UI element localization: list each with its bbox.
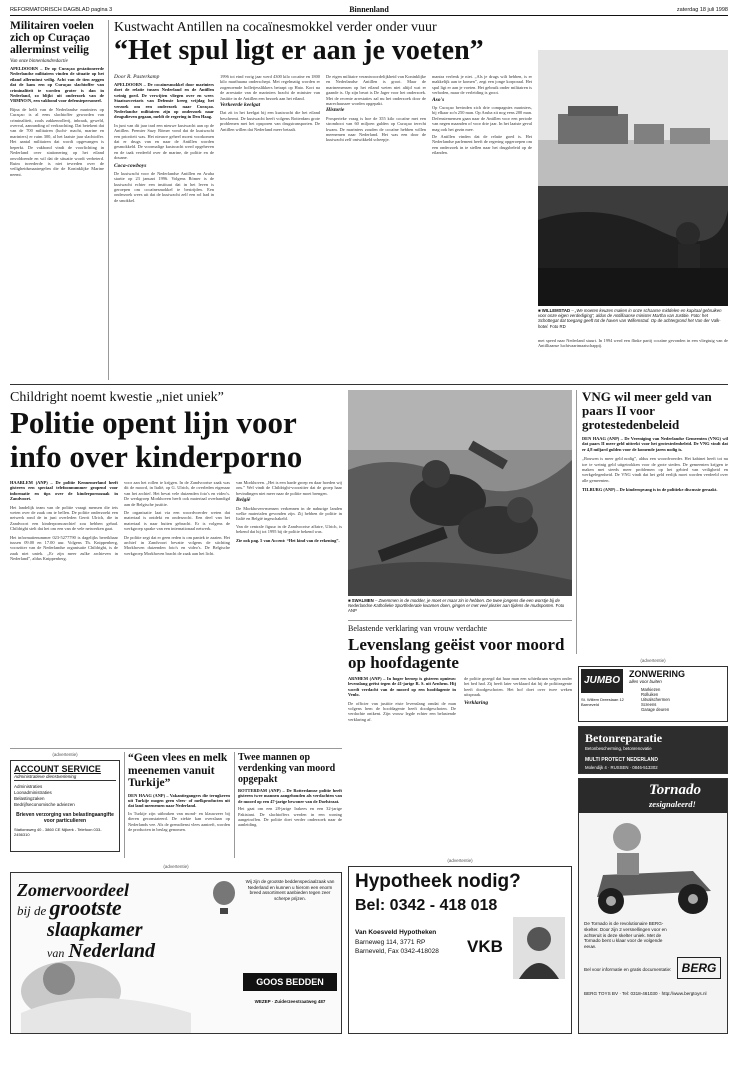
kustwacht-body7: mantra verlenk je niet. „Als je drugs wilt hebben, is er makkelijk aan te komen”, zegt een jonge korporaal. Het spul ligt er aan je voeten. Het gebruik onder militairen is verboden, maar de verleiding is groot. bbox=[432, 74, 532, 96]
vkb-logo: VKB bbox=[467, 937, 503, 956]
beton-subtitle: Betonbescherming, betonrenovatie bbox=[585, 746, 652, 751]
zonwering-item: Markiezen bbox=[641, 687, 661, 692]
brief-title: Militairen voelen zich op Curaçao allerminst veilig bbox=[10, 20, 94, 56]
account-item: Loonadministraties bbox=[14, 790, 52, 795]
account-footer: Brieven verzorging van belastingaangifte voor particulieren bbox=[16, 812, 114, 824]
porn-see-also: Zie ook pag. 5 van Accent: “Het kind van de rekening”. bbox=[236, 537, 340, 543]
beton-address: Molendijk 4 · RUSSEN · 0846-513302 bbox=[585, 765, 658, 770]
turkey-headline: “Geen vlees en melk meenemen vanuit Turkije” bbox=[128, 752, 228, 789]
porn-body8: Van de centrale figuur in de Zandvoortse affaire, Ulrich, is bekend dat hij tot 1995 bij de politie bekend was. bbox=[236, 523, 342, 535]
advisor-portrait bbox=[513, 917, 565, 979]
porn-col-3 bbox=[236, 480, 342, 744]
ad-tag-service: (advertentie) bbox=[52, 752, 78, 757]
newspaper-page bbox=[10, 6, 728, 1058]
goos-address: WEZEP · Zuiderzeestraatweg 487 bbox=[254, 999, 326, 1004]
kustwacht-sub1: Coca-cowboys bbox=[114, 162, 147, 169]
willemstad-caption: ■ WILLEMSTAD – „We moeten keuzes maken in onze schaarse middelen en kapitaal gebruiken voor onze eigen verdediging”, aldus de Antilliaanse minister Martha van Justitie. Foto: het Schottegat dat toegang geeft tot de haven van Willemstad. Op de achtergrond het Van der Valk-hotel. Foto RD bbox=[538, 308, 722, 329]
turkey-story bbox=[128, 752, 230, 858]
porn-body2: Het informatienummer 023-5277790 is dagelijks bereikbaar tussen 09.00 en 17.00 uur. Volgens Th. Knippenberg, voorzitter van de Nederlandse organisatie Childright, is de zaak niet uniek. „Er zijn meer zulke archieven in Nederland”, aldus Knippenberg. bbox=[10, 534, 118, 562]
porn-sub1: België bbox=[236, 497, 251, 504]
vng-story bbox=[582, 390, 728, 652]
kustwacht-body9: De Antillen vinden dat de relatie goed is. Het Nederlandse parlement heeft de regering opgeroepen om een onderzoek in te stellen naar het drugsbeleid op de eilanden. bbox=[432, 134, 532, 156]
porn-body4: voor aan het rollen te krijgen. In de Zandvoortse zaak was dit de moord, in Italië, op G. Ulrich, de overleden eigenaar van het archief. Het bevat vele duizenden foto's en video's. De werkgroep Morkhoven heeft ook materiaal overhandigd aan de Belgische justitie. bbox=[124, 480, 230, 507]
willemstad-credit: Foto RD bbox=[549, 323, 566, 329]
zomer-title-block bbox=[17, 881, 217, 963]
zomer-title-4: slaapkamer bbox=[47, 919, 143, 941]
vng-headline: VNG wil meer geld van paars II voor grotestedenbeleid bbox=[582, 390, 712, 432]
tornado-subtitle: zesignaleerd! bbox=[649, 799, 696, 809]
kustwacht-body10: met speed naar Nederland stuurt. In 1994 werd een flinke partij cocaïne gevonden in een vliegtuig van de Antilliaanse luchtvaartmaatschappij. bbox=[538, 338, 728, 349]
vng-sub: TILBURG (ANP) – De kinderopvang is in de politieke discussie geraakt. bbox=[582, 487, 718, 493]
zomer-title-line bbox=[17, 895, 217, 920]
venlo-body2: de politie gezegd dat haar man een schietkraan wegen onder het bed had. Zij heeft later verklaard dat hij de politieagente heeft doodgeschoten. Het hof doet over twee weken uitspraak. bbox=[464, 676, 572, 698]
venlo-col-2 bbox=[464, 676, 572, 852]
hypotheek-ad[interactable] bbox=[348, 866, 572, 1034]
jumbo-logo: JUMBO bbox=[581, 669, 623, 693]
swalmen-photo bbox=[348, 390, 572, 596]
account-item: Bedrijfseconomische adviezen bbox=[14, 802, 75, 807]
ad-tag-hypotheek: (advertentie) bbox=[447, 858, 473, 863]
kustwacht-body3: 1996 tot eind vorig jaar werd 4300 kilo cocaïne en 1800 kilo marihuana onderschept. Met regelmatig worden er zogenoemde bolletjesslikkers betrapt op Hato. Kort na de arrestatie van de mariniers bracht de minister van Justitie in de Antillen een bezoek aan het eiland. bbox=[220, 74, 320, 101]
section-title: Binnenland bbox=[349, 6, 389, 14]
zonwering-items bbox=[641, 687, 670, 712]
beton-title: Betonreparatie bbox=[585, 731, 663, 745]
kustwacht-body5: De eigen militaire verantwoordelijkheid van Koninklijke en Nederlandse Antillen is groot. Maar de marinemensen op het eiland weten niet altijd wat er gaande is. Op zijn beurt is De Jager voor het onderzoek. Met de recente arrestaties zal nu het onderzoek door de marechaussee worden opgepakt. bbox=[326, 74, 426, 107]
porn-kicker: Childright noemt kwestie „niet uniek” bbox=[10, 390, 224, 405]
berg-logo: BERG bbox=[677, 957, 721, 979]
zonwering-subtitle: alles voor buiten bbox=[629, 679, 662, 684]
tornado-text2: Bel voor informatie en gratis documentatie: bbox=[584, 967, 672, 972]
kustwacht-col-4 bbox=[432, 74, 532, 380]
venlo-kicker: Belastende verklaring van vrouw verdachte bbox=[348, 624, 488, 633]
kustwacht-col-3 bbox=[326, 74, 426, 380]
hypotheek-phone: Bel: 0342 - 418 018 bbox=[355, 897, 498, 914]
porn-lead: HAARLEM (ANP) – De politie Kennemerland heeft gisteren een speciaal telefoonnummer geopend voor informatie en tips over de kinderpornozaak in Zandvoort. bbox=[10, 480, 118, 502]
porn-headline: Politie opent lijn voor info over kinderporno bbox=[10, 406, 303, 474]
kustwacht-lead: APELDOORN – De cocaïnesmokkel door mariniers doet de relatie tussen Nederland en de Antillen weinig goed. De verwijten vliegen over en weer. Staatssecretaris van Defensie kreeg vrijdag het verzoek om een onderzoek naar Curaçao. Nederlandse militairen zijn op onderzoek naar drugsdieven gegaan, meldt de regering in Den Haag. bbox=[114, 82, 214, 120]
porn-col-2 bbox=[124, 480, 230, 744]
porn-body7: De Morkhoven-mensen verkennen in de naburige landen welke materialen gevonden zijn. Zij hebben de politie in Italië en België ingeschakeld. bbox=[236, 505, 342, 522]
ad-tag-right: (advertentie) bbox=[640, 658, 666, 663]
kustwacht-headline: “Het spul ligt er aan je voeten” bbox=[114, 36, 484, 66]
hypotheek-addr2: Barneveld, Fax 0342-418028 bbox=[355, 948, 439, 955]
zomer-title-6: Nederland bbox=[68, 940, 155, 962]
beton-company: MULTI PROTECT NEDERLAND bbox=[585, 757, 658, 763]
turkey-lead: DEN HAAG (ANP) – Vakantiegangers die terugkeren uit Turkije mogen geen vlees- of melkproducten uit dat land meenemen naar Nederland. bbox=[128, 792, 230, 809]
tornado-text1: De Tornado is de revolutionaire BERG-skelter. Door zijn 2 versnellingen voor en achteruit is deze skelter uniek. Met de Tornado bent u klaar voor de volgende eeuw. bbox=[584, 921, 667, 950]
willemstad-caption-lead: WILLEMSTAD bbox=[541, 308, 571, 313]
venlo-sub: Verklaring bbox=[464, 699, 489, 706]
vng-body: „Bouwen is meer geld nodig”, aldus een woordvoerder. Het kabinet heeft tot nu toe te weinig geld uitgetrokken voor de grote steden. De gemeenten krijgen te maken met steeds meer problemen op het gebied van veiligheid en werkgelegenheid. De VNG vindt dat het geld eerlijk moet worden verdeeld over alle gemeenten. bbox=[582, 456, 728, 483]
curacao-brief bbox=[10, 20, 104, 380]
page-header bbox=[10, 6, 728, 16]
kustwacht-sub2: Verkeerde keelgat bbox=[220, 102, 261, 109]
kustwacht-body4: Dat zit in het keelgat bij een kustwacht die het eiland beschermt. De kustwacht heeft volgens Rotterdam grote problemen met het opsporen van drugstransporten. De Antillen willen dat Nederland meer betaalt. bbox=[220, 110, 320, 132]
venlo-body1: De officier van justitie eiste levenslang omdat de man volgens hem de hoofdagente heeft doodgeschoten. De verdachte ontkent. Zijn vrouw legde echter een belastende verklaring af. bbox=[348, 700, 456, 722]
zomer-title-3: grootste bbox=[49, 895, 122, 920]
mud-image bbox=[348, 390, 572, 596]
kustwacht-body6: Prosperieke vraag is hoe de 355 kilo cocaïne met een stromboot van 60 miljoen gulden op Curaçao terecht kwam. De mariniers zouden de cocaïne hebben willen meenemen naar Nederland. Het was een door de kustwacht zelf ontwikkeld scheepje. bbox=[326, 115, 426, 143]
gokart-image bbox=[583, 815, 723, 919]
harbour-image bbox=[538, 50, 728, 306]
turkey-body: In Turkije zijn uitbraken van mond- en klauwzeer bij dieren geconstateerd. De ziekte kan overslaan op Nederlands vee. Als de grensdienst vlees aantreft, worden de producten in beslag genomen. bbox=[128, 810, 230, 832]
venlo-col-1 bbox=[348, 676, 456, 852]
account-title: ACCOUNT SERVICE bbox=[14, 764, 101, 774]
balloon-icon bbox=[211, 881, 237, 915]
tornado-ad[interactable] bbox=[578, 778, 728, 1034]
account-service-ad[interactable] bbox=[10, 760, 120, 852]
zomer-side-text: Wij zijn de grootste beddenspeciaalzaak van Nederland en kunnen u hierom een enorm breed assortiment aanbieden tegen zeer scherpe prijzen. bbox=[245, 879, 335, 901]
hypotheek-addr1: Barneweg 114, 3771 RP bbox=[355, 939, 426, 946]
kustwacht-byline: Door R. Pasterkamp bbox=[114, 74, 160, 80]
account-subtitle: Administratieve dienstverlening bbox=[14, 774, 116, 781]
porn-col-1 bbox=[10, 480, 118, 660]
goos-logo: GOOS BEDDEN bbox=[243, 973, 337, 991]
willemstad-caption-text: – „We moeten keuzes maken in onze schaarse middelen en kapitaal gebruiken voor onze eigen verdediging”, aldus de Antilliaanse minister Martha van Justitie. Foto: het Schottegat dat toegang geeft tot de haven van Willemstad. Op de achtergrond het Van der Valk-hotel. bbox=[538, 308, 722, 329]
zonwering-item: Garage deuren bbox=[641, 707, 670, 712]
swalmen-caption-text: – Zwemmen in de modder, je moet er maar zin in hebben. De twee jongens die een worstje bij de Nederlandse Katholieke Sportfederatie kwamen doen, gingen er met veel plezier aan tijdens de mudsporten. bbox=[348, 598, 560, 609]
kustwacht-sub4: Aso's bbox=[432, 96, 445, 103]
brief-lead: APELDOORN – De op Curaçao gestationeerde Nederlandse militairen vinden de situatie op het eiland allerminst veilig. Acht van de tien zeggen dat de kans een op Curaçao slachtoffer van criminaliteit te worden groter is dan in Nederland, zo blijkt uit onderzoek van de VBMNO/N, een vakbond voor defensiepersoneel. bbox=[10, 66, 104, 104]
brief-kicker: Van onze binnenlandredactie bbox=[10, 59, 68, 64]
header-date: zaterdag 18 juli 1998 bbox=[676, 7, 728, 13]
kustwacht-sub3: Historie bbox=[326, 107, 345, 114]
account-item: Belastingzaken bbox=[14, 796, 45, 801]
account-item: Administraties bbox=[14, 784, 43, 789]
kustwacht-kicker: Kustwacht Antillen na cocaïnesmokkel verder onder vuur bbox=[114, 20, 437, 35]
account-address: Stationsweg 40 - 3860 CE Nijkerk - Telefoon 033-2456310 bbox=[14, 827, 102, 837]
twee-body: Het gaat om een 28-jarige Irakees en een 32-jarige Pakistani. De slachtoffers werden in een woning aangetroffen. De politie doet verder onderzoek naar de aanleiding. bbox=[238, 806, 342, 828]
zomervoordeel-ad[interactable] bbox=[10, 872, 342, 1034]
vng-lead: DEN HAAG (ANP) – De Vereniging van Nederlandse Gemeenten (VNG) wil dat paars II meer geld uittrekt voor het grotestedenbeleid. De VNG vindt dat er 4,8 miljard gulden voor de komende jaren nodig is. bbox=[582, 436, 728, 452]
kustwacht-col-2 bbox=[220, 74, 320, 380]
swalmen-credit: Foto ANP bbox=[348, 603, 565, 614]
zomer-title-2: bij de bbox=[17, 903, 47, 918]
kustwacht-col-5 bbox=[538, 338, 728, 380]
porn-body3: De politie zegt dat er geen reden is om paniek te zaaien. Het archief in Zandvoort bevatte volgens de stichting Morkhoven duizenden foto's en video's. De Belgische werkgroep Morkhoven bracht de zaak aan het licht. bbox=[124, 534, 230, 556]
venlo-lead: ARNHEM (ANP) – In hoger beroep is gisteren opnieuw levenslang geëist tegen de 41-jarige R. S. uit Arnhem. Hij wordt verdacht van de moord op een hoofdagente in Venlo. bbox=[348, 676, 456, 698]
porn-body5: De organisatie laat via een woordvoerder weten dat materiaal is ontdekt en onderzocht. Een deel van het materiaal is naar buiten gebracht. Er is volgens de werkgroep sprake van een internationaal netwerk. bbox=[124, 510, 230, 532]
zonwering-title: ZONWERING bbox=[629, 669, 685, 679]
beton-ad[interactable] bbox=[578, 726, 728, 774]
twee-headline: Twee mannen op verdenking van moord opgepakt bbox=[238, 752, 336, 785]
hypotheek-company: Van Koesveld Hypotheken bbox=[355, 929, 437, 936]
tornado-contact: BERG TOYS BV · Tel: 0318-461030 · http://www.bergtoys.nl bbox=[584, 991, 707, 996]
zonwering-ad[interactable] bbox=[578, 666, 728, 722]
porn-body6: van Morkhoven. „Het is een harde groep en daar hoeden wij ons.” Wel vindt de Childright-voorzitter dat de groep haar bevindingen niet meer naar de politie moet brengen. bbox=[236, 480, 342, 496]
kustwacht-body1: In juni van dit jaar trad een nieuwe kustwacht aan op de Antillen. Premier Suzy Römer vond dat de kustwacht een prioriteit was. Het nieuwe geheel moest voorkomen dat er drugs van en naar de Antillen worden gesmokkeld. De voormalige kustwacht werd opgeheven en de taak verdeeld over de marine, de politie en de douane. bbox=[114, 122, 214, 161]
swalmen-caption: ■ SWALMEN – Zwemmen in de modder, je moet er maar zin in hebben. De twee jongens die een worstje bij de Nederlandse Katholieke Sportfederatie kwamen doen, gingen er met veel plezier aan tijdens de mudsporten. Foto ANP bbox=[348, 598, 565, 614]
zomer-title-line2 bbox=[47, 941, 217, 963]
kustwacht-body8: Op Curaçao bevinden zich drie compagnies mariniers, bij elkaar zo'n 250 man. Op Aruba zit nog eens 200 man. Defensiemensen gaan naar de Antillen voor een periode van negen maanden of voor drie jaar. In het laatste geval mag ook het gezin mee. bbox=[432, 105, 532, 132]
zonwering-item: Screens bbox=[641, 702, 657, 707]
zonwering-item: Rolluiken bbox=[641, 692, 659, 697]
zonwering-address: St. Willem Dreeslaan 12 Barneveld bbox=[581, 697, 624, 707]
kustwacht-col-1 bbox=[114, 74, 214, 380]
zomer-title-1: Zomervoordeel bbox=[17, 881, 129, 900]
account-items bbox=[14, 784, 116, 808]
porn-body1: Het landelijk team van de politie vraagt mensen die iets weten over de zaak om te bellen. De politie onderzoekt een netwerk rond de in juni overleden Gerrit Ulrich, die in Zandvoort een kinderpornoarchief zou hebben gehad. Childright stelt dat het om een van de vele netwerken gaat. bbox=[10, 504, 118, 532]
kustwacht-body2: De kustwacht voor de Nederlandse Antillen en Aruba startte op 23 januari 1996. Volgens Römer is de kustwacht echter een instituut dat in het leven is geroepen om cocaïnesmokkel te bestrijden. Een onderzoek wees uit dat de kustwacht zelf een rol had in de smokkel. bbox=[114, 170, 214, 203]
zomer-title-5: van bbox=[47, 946, 65, 960]
venlo-headline: Levenslang geëist voor moord op hoofdagente bbox=[348, 636, 565, 672]
hypotheek-title: Hypotheek nodig? bbox=[355, 871, 521, 892]
header-left: REFORMATORISCH DAGBLAD pagina 3 bbox=[10, 7, 113, 13]
brief-body: Bijna de helft van de Nederlandse mariniers op Curaçao is al eens slachtoffer geworden van criminaliteit, zoals zakkenrollerij, inbraak, geweld, overval, aanranding of verkrachting. Dat betekent dat van de 700 militairen (lucht- macht, marine en mariniers) er ruim 300, al het laatste jaar slachtoffer. Het aantal militairen dat wordt opgevangen is beperkt. De vakbond vindt de voorlichting in Nederland over stationering op het eiland onvoldoende en wil dat de situatie wordt verbeterd. Ruim tweederde is niet tevreden over de veiligheidsmaatregelen die de Koninklijke Marine neemt. bbox=[10, 106, 104, 177]
tornado-title: Tornado bbox=[649, 782, 701, 798]
willemstad-photo bbox=[538, 50, 728, 306]
twee-story bbox=[238, 752, 342, 858]
ad-tag-zomer: (advertentie) bbox=[163, 864, 189, 869]
swalmen-caption-lead: SWALMEN bbox=[351, 598, 374, 603]
zonwering-item: Uitvalschermen bbox=[641, 697, 670, 702]
twee-lead: ROTTERDAM (ANP) – De Rotterdamse politie heeft gisteren twee mannen aangehouden als verdachten van de moord op een 47-jarige bewoner van de Doelstraat. bbox=[238, 788, 342, 804]
